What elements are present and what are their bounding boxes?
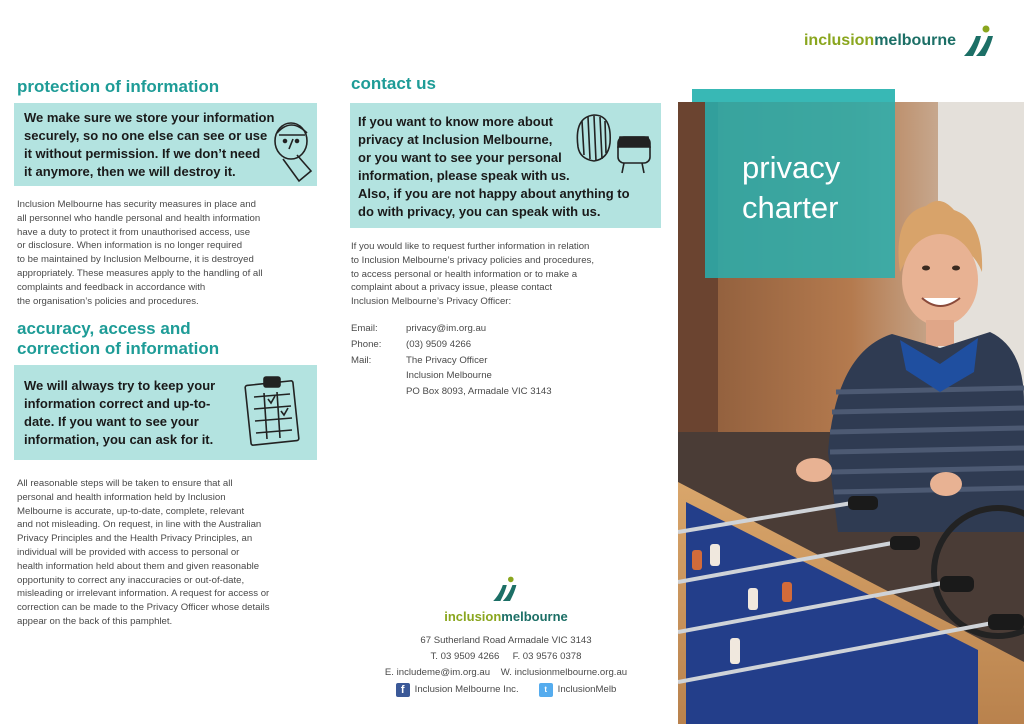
cover-title: privacy charter xyxy=(742,150,841,225)
logo-word-inclusion: inclusion xyxy=(803,32,875,49)
logo-figure-icon xyxy=(490,575,522,603)
footer-phones: T. 03 9509 4266 F. 03 9576 0378 xyxy=(430,651,582,662)
phone-label: Phone: xyxy=(351,338,382,350)
section-title-accuracy xyxy=(17,319,219,359)
top-logo xyxy=(804,24,1000,58)
clipboard-checklist-icon xyxy=(244,375,302,447)
contact-mail-row xyxy=(351,353,552,400)
twitter-link[interactable] xyxy=(539,682,617,698)
two-people-talking-icon xyxy=(572,107,656,179)
protection-easy-read-box xyxy=(14,103,317,186)
title-panel-top-edge xyxy=(692,89,895,102)
bottom-logo xyxy=(436,575,576,624)
accuracy-title-line-1: accuracy, access and xyxy=(17,319,191,338)
contact-email-row xyxy=(351,321,552,337)
footer-contact xyxy=(350,633,662,698)
logo-word-inclusion: inclusion xyxy=(444,609,502,624)
mail-value: The Privacy Officer Inclusion Melbourne PO Box 8093, Armadale VIC 3143 xyxy=(406,354,552,398)
logo-figure-icon xyxy=(960,24,1000,58)
social-links xyxy=(350,682,662,698)
facebook-icon: f xyxy=(396,683,410,697)
contact-box-text: If you want to know more about privacy at Inclusion Melbourne, or you want to see your personal information, please speak with us. Also, if you are not happy about anything to do with privacy, you can speak with us. xyxy=(358,114,630,219)
contact-details xyxy=(351,321,552,400)
section-title-protection: protection of information xyxy=(17,77,220,96)
email-label: Email: xyxy=(351,323,378,334)
accuracy-title-line-2: correction of information xyxy=(17,339,220,358)
email-value[interactable]: privacy@im.org.au xyxy=(406,323,487,334)
twitter-label: InclusionMelb xyxy=(557,684,617,695)
accuracy-body-text: All reasonable steps will be taken to ensure that all personal and health information held by Inclusion Melbourne is accurate, up-to-date, complete, relevant and not misleading. On request, in line with the Australian Privacy Principles and the Health Privacy Principles, an individual will be provided with access to personal or health information held about them and given reasonable opportunity to correct any inaccuracies or out-of-date, misleading or irrelevant information. A request for access or correction can be made to the Privacy Officer whose details appear on the back of this pamphlet. xyxy=(17,478,270,627)
shushing-person-icon xyxy=(269,119,319,185)
accuracy-easy-read-box xyxy=(14,365,317,460)
twitter-icon: t xyxy=(539,683,553,697)
accuracy-body xyxy=(17,477,317,629)
contact-easy-read-box xyxy=(350,103,661,228)
accuracy-box-text: We will always try to keep your information correct and up-to- date. If you want to see your information, you can ask for it. xyxy=(24,378,216,447)
logo-word-melbourne: melbourne xyxy=(501,609,568,624)
contact-body xyxy=(351,240,651,309)
mail-label: Mail: xyxy=(351,354,372,366)
protection-body-text: Inclusion Melbourne has security measures in place and all personnel who handle personal and health information have a duty to protect it from unauthorised access, use or disclosure. When information is no longer required to be maintained by Inclusion Melbourne, it is destroyed appropriately. These measures apply to the handling of all complaints and feedback in accordance with the organisation’s policies and procedures. xyxy=(17,199,263,307)
section-title-contact: contact us xyxy=(351,74,437,93)
facebook-link[interactable] xyxy=(396,682,519,698)
footer-address: 67 Sutherland Road Armadale VIC 3143 xyxy=(420,635,592,646)
footer-email-web[interactable]: E. includeme@im.org.au W. inclusionmelbourne.org.au xyxy=(384,667,628,678)
phone-value: (03) 9509 4266 xyxy=(406,338,472,350)
facebook-label: Inclusion Melbourne Inc. xyxy=(414,684,519,695)
protection-box-text: We make sure we store your information securely, so no one else can see or use it without permission. If we don’t need it anymore, then we will destroy it. xyxy=(24,110,275,179)
contact-phone-row xyxy=(351,337,552,353)
contact-body-text: If you would like to request further information in relation to Inclusion Melbourne’s privacy policies and procedures, to access personal or health information or to make a complaint about a privacy issue, please contact Inclusion Melbourne’s Privacy Officer: xyxy=(351,241,594,308)
protection-body xyxy=(17,198,317,308)
logo-word-melbourne: melbourne xyxy=(874,32,956,49)
